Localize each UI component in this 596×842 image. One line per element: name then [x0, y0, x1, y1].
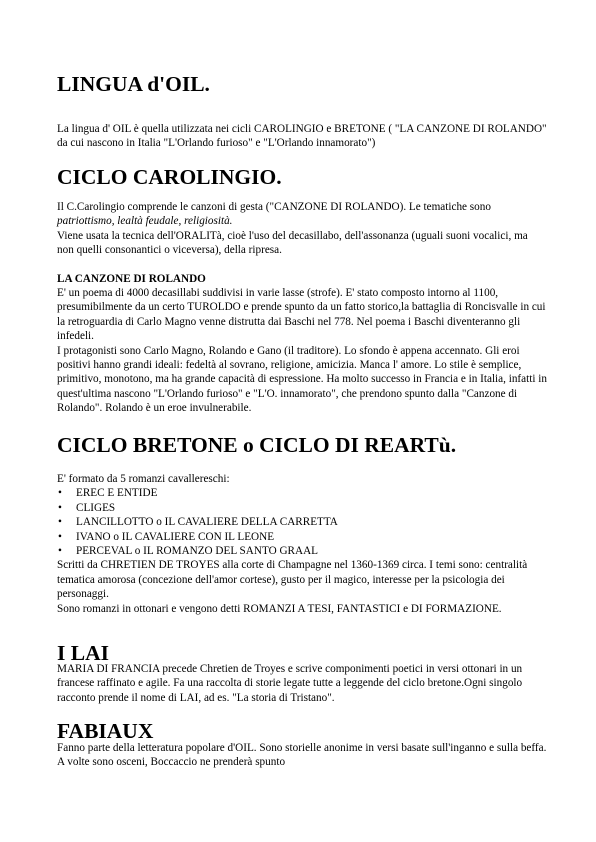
paragraph-rolando-protagonisti: I protagonisti sono Carlo Magno, Rolando e Gano (il traditore). Lo sfondo è appena accennato. Gli eroi positivi hanno grandi ideali: fedeltà al sovrano, religione, amicizia. Manca l' amore. Lo stile è semplice, primitivo, monotono, ma ha grande capacità di espressione. Ha molto successo in Francia e in Italia, infatti in quest'ultima nascono "L'Orlando furioso" e "L'O. innamorato", che prendono spunto dalla "Canzone di Rolando". Rolando è un eroe invulnerabile.	[57, 344, 547, 415]
paragraph-bretone-intro: E' formato da 5 romanzi cavallereschi:	[57, 473, 230, 485]
section-ciclo-carolingio	[57, 200, 547, 416]
intro-text: Il C.Carolingio comprende le canzoni di gesta ("CANZONE DI ROLANDO). Le tematiche sono	[57, 201, 491, 213]
list-item: • IVANO o IL CAVALIERE CON IL LEONE	[57, 530, 547, 544]
section-fabiaux	[57, 741, 547, 770]
paragraph-rolando-poema: E' un poema di 4000 decasillabi suddivisi in varie lasse (strofe). E' stato composto intorno al 1100, presumibilmente da un certo TUROLDO e prende spunto da un fatto storico,la battaglia di Roncisvalle in cui la retroguardia di Carlo Magno venne distrutta dai Baschi nel 778. Nel poema i Baschi diventeranno gli infedeli.	[57, 287, 546, 343]
heading-lingua-doil: LINGUA d'OIL.	[57, 72, 210, 96]
section-lingua-doil	[57, 122, 547, 151]
intro-italic-themes: patriottismo, lealtà feudale, religiosità.	[57, 215, 233, 228]
paragraph-chretien: Scritti da CHRETIEN DE TROYES alla corte di Champagne nel 1360-1369 circa. I temi sono: centralità tematica amorosa (concezione dell'amor cortese), gusto per il magico, interesse per la psicologia dei personaggi.	[57, 559, 528, 601]
list-item: • CLIGES	[57, 501, 547, 515]
paragraph-oralita: Viene usata la tecnica dell'ORALITà, cioè l'uso del decasillabo, dell'assonanza (uguali suoni vocalici, ma non quelli consonantici o viceversa), della ripresa.	[57, 229, 528, 257]
paragraph-carolingio-intro	[57, 200, 547, 229]
list-item: • EREC E ENTIDE	[57, 486, 547, 500]
paragraph-romanzi-tipi: Sono romanzi in ottonari e vengono detti ROMANZI A TESI, FANTASTICI e DI FORMAZIONE.	[57, 602, 502, 615]
section-ciclo-bretone	[57, 472, 547, 616]
heading-ciclo-carolingio: CICLO CAROLINGIO.	[57, 165, 282, 189]
paragraph-fabiaux: Fanno parte della letteratura popolare d'OIL. Sono storielle anonime in versi basate sull'inganno e sulla beffa. A volte sono osceni, Boccaccio ne prenderà spunto	[57, 742, 547, 769]
heading-i-lai: I LAI	[57, 641, 109, 665]
paragraph-lai: MARIA DI FRANCIA precede Chretien de Troyes e scrive componimenti poetici in versi ottonari in un francese raffinato e agile. Fa una raccolta di storie legate tutte a leggende del ciclo bretone.Ogni singolo racconto prende il nome di LAI, ad es. "La storia di Tristano".	[57, 663, 523, 704]
list-romanzi	[57, 486, 547, 558]
list-item: • LANCILLOTTO o IL CAVALIERE DELLA CARRETTA	[57, 515, 547, 529]
subheading-canzone-di-rolando: LA CANZONE DI ROLANDO	[57, 272, 206, 285]
section-i-lai	[57, 662, 547, 705]
paragraph-lingua: La lingua d' OIL è quella utilizzata nei cicli CAROLINGIO e BRETONE ( "LA CANZONE DI ROLANDO" da cui nascono in Italia "L'Orlando furioso" e "L'Orlando innamorato")	[57, 123, 547, 150]
list-item: • PERCEVAL o IL ROMANZO DEL SANTO GRAAL	[57, 544, 547, 558]
heading-ciclo-bretone: CICLO BRETONE o CICLO DI REARTù.	[57, 433, 457, 457]
heading-fabiaux: FABIAUX	[57, 719, 154, 743]
